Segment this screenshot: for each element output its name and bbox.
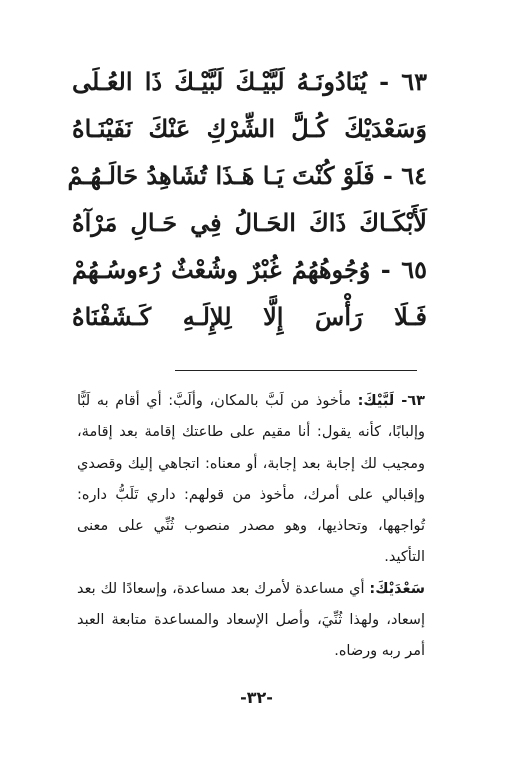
footnote-text: أي مساعدة لأمرك بعد مساعدة، وإسعادًا لك بعد إسعاد، ولهذا ثُنِّيَ، وأصل الإسعاد والمساعدة متابعة العبد أمر ربه ورضاه. xyxy=(77,580,425,660)
verse-65-second-hemistich: فَـلَا رَأْسَ إِلَّا لِلإِلَـهِ كَـشَفْنَاهُ xyxy=(72,302,427,331)
verse-64-second-hemistich: لَأَبْكَـاكَ ذَاكَ الحَـالُ فِي حَـالِ مَرْآهُ xyxy=(72,208,427,237)
footnote-labbayk xyxy=(77,386,425,574)
verse-64-first-hemistich: ٦٤ - فَلَوْ كُنْتَ يَـا هَـذَا تُشَاهِدُ حَالَـهُـمْ xyxy=(67,161,427,190)
footnote-sadayk xyxy=(77,574,425,668)
verse-63-second-hemistich: وَسَعْدَيْكَ كُـلَّ الشِّرْكِ عَنْكَ نَفَيْنَـاهُ xyxy=(72,114,427,143)
footnote-term: سَعْدَيْكَ: xyxy=(369,580,425,597)
verse-63-first-hemistich: ٦٣ - يُنَادُونَـهُ لَبَّيْـكَ لَبَّيْـكَ ذَا العُـلَى xyxy=(72,67,427,96)
footnotes xyxy=(77,386,425,668)
footnote-term: ٦٣- لَبَّيْكَ: xyxy=(357,393,426,409)
verse-65-first-hemistich: ٦٥ - وُجُوهُهُمُ غُبْرٌ وشُعْثٌ رُءوسُـهُمْ xyxy=(72,255,427,284)
poem-verses xyxy=(67,67,427,350)
footnote-text: مأخوذ من لَبَّ بالمكان، وألَبَّ: أي أقام به لَبًّا وإلبابًا، كأنه يقول: أنا مقيم على طاعتك إقامة بعد إقامة، ومجيب لك إجابة بعد إجابة، أو معناه: اتجاهي إليك وقصدي وإقبالي على أمرك، مأخوذ من قولهم: داري تَلَبُّ داره: تُواجهها، وتحاذيها، وهو مصدر منصوب ثُنِّي على معنى التأكيد. xyxy=(77,393,425,566)
footnote-divider xyxy=(175,370,417,371)
page-number: -٣٢- xyxy=(240,688,273,707)
